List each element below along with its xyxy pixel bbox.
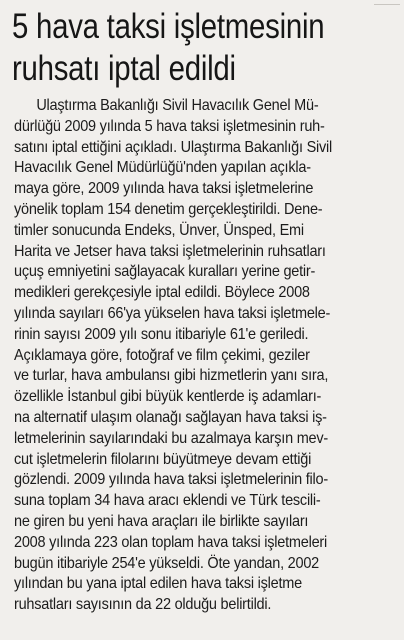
body-line: yönelik toplam 154 denetim gerçekleştirildi. Dene- — [14, 200, 323, 218]
body-line: satını iptal ettiğini açıkladı. Ulaştırma Bakanlığı Sivil — [14, 138, 333, 156]
article-body — [14, 96, 392, 616]
body-line: medikleri gerekçesiyle iptal edildi. Böylece 2008 — [14, 284, 310, 302]
body-line: dürlüğü 2009 yılında 5 hava taksi işletmesinin ruh- — [14, 117, 325, 135]
body-line: Havacılık Genel Müdürlüğü'nden yapılan açıkla- — [14, 159, 311, 177]
body-line: Ulaştırma Bakanlığı Sivil Havacılık Genel Mü- — [36, 97, 319, 114]
headline-line-1: 5 hava taksi işletmesinin — [12, 7, 325, 46]
body-line: yılından bu yana iptal edilen hava taksi işletme — [14, 575, 302, 593]
body-line: na alternatif ulaşım olanağı sağlayan hava taksi iş- — [14, 408, 327, 426]
body-line: özellikle İstanbul gibi büyük kentlerde iş adamları- — [14, 388, 322, 406]
headline-line-2: ruhsatı iptal edildi — [12, 49, 236, 88]
body-line: maya göre, 2009 yılında hava taksi işletmelerine — [14, 180, 314, 198]
body-line: bugün itibariyle 254'e yükseldi. Öte yandan, 2002 — [14, 554, 320, 572]
body-line: gözlendi. 2009 yılında hava taksi işletmelerinin filo- — [14, 471, 328, 489]
body-line: ruhsatları sayısının da 22 olduğu belirtildi. — [14, 596, 272, 614]
body-line: suna toplam 34 hava aracı eklendi ve Türk tescili- — [14, 492, 321, 510]
article-headline — [12, 6, 335, 90]
body-line: timler sonucunda Endeks, Ünver, Ünsped, Emi — [14, 221, 304, 239]
body-line: letmelerinin sayılarındaki bu azalmaya karşın mev- — [14, 429, 329, 447]
body-line: 2008 yılında 223 olan toplam hava taksi işletmeleri — [14, 533, 328, 551]
body-line: cut işletmelerin filolarını büyütmeye devam ettiği — [14, 450, 312, 468]
body-line: rinin sayısı 2009 yılı sonu itibariyle 61'e geriledi. — [14, 325, 309, 343]
scan-edge-mark — [374, 4, 400, 13]
body-line: yılında sayıları 66'ya yükselen hava taksi işletmele- — [14, 304, 331, 322]
body-line: ne giren bu yeni hava araçları ile birlikte sayıları — [14, 512, 309, 530]
body-line: ve turlar, hava ambulansı gibi hizmetlerin yanı sıra, — [14, 367, 329, 385]
body-line: Açıklamaya göre, fotoğraf ve film çekimi, geziler — [14, 346, 310, 364]
body-line: Harita ve Jetser hava taksi işletmelerinin ruhsatları — [14, 242, 326, 260]
body-line: uçuş emniyetini sağlayacak kuralları yerine getir- — [14, 263, 316, 281]
